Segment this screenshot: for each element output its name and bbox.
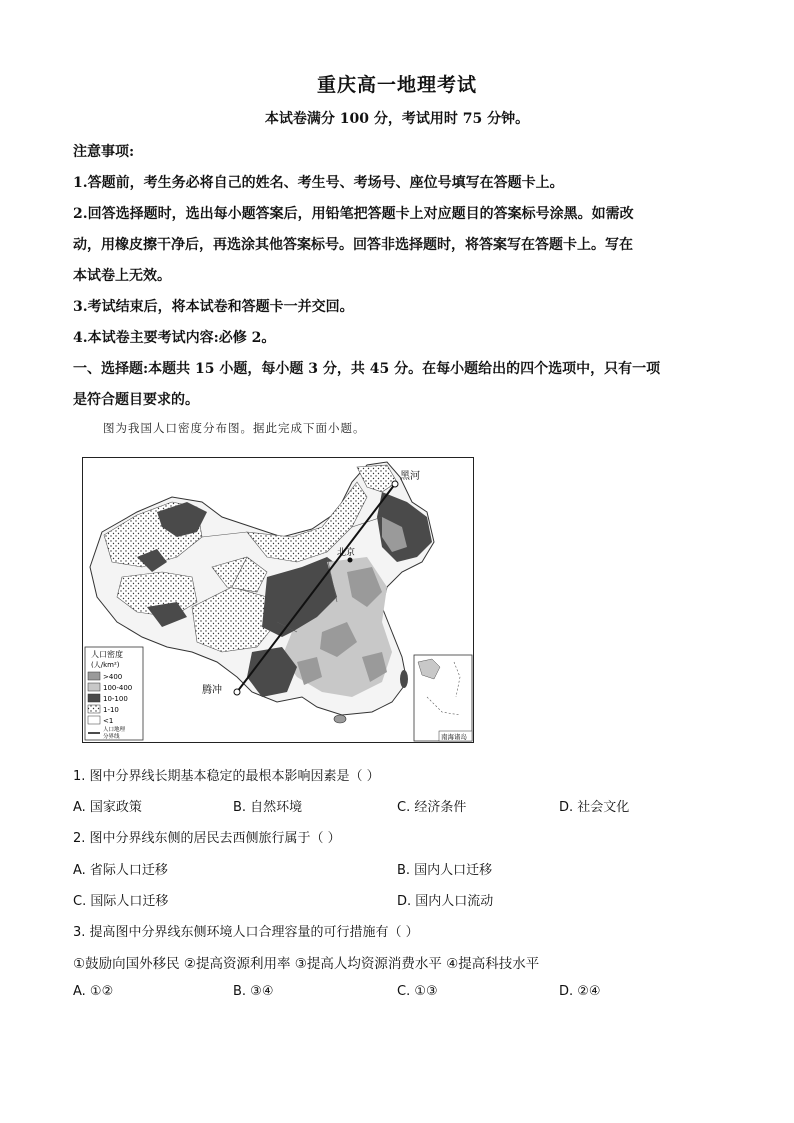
inset-label: 南海诸岛 <box>441 733 467 741</box>
q1-option-d: D. 社会文化 <box>559 800 630 815</box>
q3-option-c: C. ①③ <box>397 984 438 999</box>
legend-item-2: 10-100 <box>103 695 128 703</box>
beijing-marker <box>348 558 353 563</box>
south-china-sea-inset <box>414 655 472 741</box>
q3-option-b: B. ③④ <box>233 984 274 999</box>
notice-item-3: 3.考试结束后，将本试卷和答题卡一并交回。 <box>73 299 354 315</box>
tengchong-label: 腾冲 <box>202 685 222 696</box>
q2-option-a: A. 省际人口迁移 <box>73 863 168 878</box>
q1-option-b: B. 自然环境 <box>233 800 303 815</box>
legend-item-0: >400 <box>103 673 123 681</box>
notice-item-4: 4.本试卷主要考试内容:必修 2。 <box>73 330 276 346</box>
q1-option-c: C. 经济条件 <box>397 800 467 815</box>
legend-title: 人口密度 <box>91 650 123 659</box>
question-intro: 图为我国人口密度分布图。据此完成下面小题。 <box>103 421 366 435</box>
q2-option-b: B. 国内人口迁移 <box>397 863 493 878</box>
legend-line-label-1: 人口地理 <box>103 727 126 733</box>
notice-item-2-line-3: 本试卷上无效。 <box>73 268 171 284</box>
notice-item-1: 1.答题前，考生务必将自己的姓名、考生号、考场号、座位号填写在答题卡上。 <box>73 175 564 191</box>
exam-title: 重庆高一地理考试 <box>316 74 477 96</box>
section-1-line-1: 一、选择题:本题共 15 小题，每小题 3 分，共 45 分。在每小题给出的四个选项中，只有一项 <box>73 361 661 377</box>
q3-option-a: A. ①② <box>73 984 114 999</box>
tengchong-marker <box>234 689 240 695</box>
population-density-map <box>82 457 474 743</box>
legend-item-4: <1 <box>103 717 114 725</box>
question-1-stem: 1. 图中分界线长期基本稳定的最根本影响因素是（ ） <box>73 769 380 784</box>
q1-option-a: A. 国家政策 <box>73 800 142 815</box>
legend-item-1: 100-400 <box>103 684 133 692</box>
legend-line-label-2: 分界线 <box>103 734 120 740</box>
question-3-measures: ①鼓励向国外移民 ②提高资源利用率 ③提高人均资源消费水平 ④提高科技水平 <box>73 956 540 972</box>
exam-subtitle: 本试卷满分 100 分，考试用时 75 分钟。 <box>264 111 530 127</box>
legend-item-3: 1-10 <box>103 706 119 714</box>
map-legend <box>85 647 143 740</box>
notice-item-2-line-1: 2.回答选择题时，选出每小题答案后，用铅笔把答题卡上对应题目的答案标号涂黑。如需改 <box>73 206 634 222</box>
q2-option-c: C. 国际人口迁移 <box>73 894 169 909</box>
section-1-line-2: 是符合题目要求的。 <box>73 392 199 408</box>
q2-option-d: D. 国内人口流动 <box>397 894 494 909</box>
heihe-marker <box>392 481 398 487</box>
notice-item-2-line-2: 动，用橡皮擦干净后，再选涂其他答案标号。回答非选择题时，将答案写在答题卡上。写在 <box>73 237 633 253</box>
heihe-label: 黑河 <box>400 471 420 482</box>
q3-option-d: D. ②④ <box>559 984 601 999</box>
notice-heading: 注意事项: <box>73 144 135 160</box>
beijing-label: 北京 <box>337 548 356 558</box>
question-3-stem: 3. 提高图中分界线东侧环境人口合理容量的可行措施有（ ） <box>73 925 419 940</box>
question-2-stem: 2. 图中分界线东侧的居民去西侧旅行属于（ ） <box>73 831 341 846</box>
legend-unit: (人/km²) <box>91 661 120 669</box>
